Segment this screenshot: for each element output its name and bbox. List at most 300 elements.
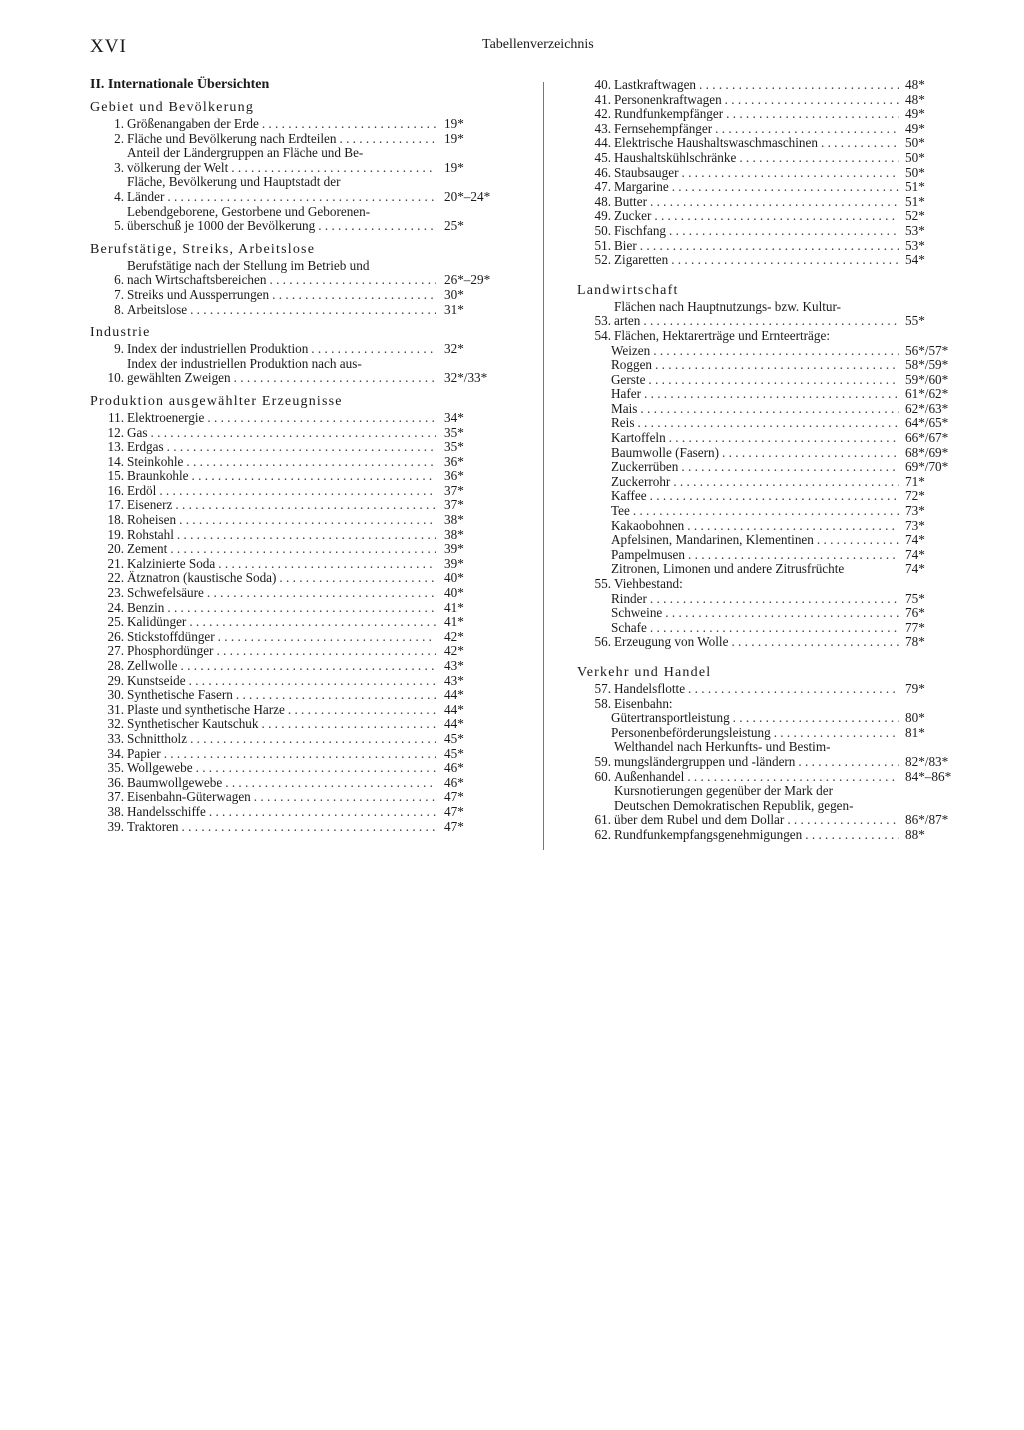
toc-section xyxy=(577,78,967,268)
entry-title-line xyxy=(127,615,436,630)
entry-title xyxy=(127,342,436,357)
entry-title xyxy=(614,682,899,697)
entry-page: 46* xyxy=(444,774,464,790)
entry-page: 51* xyxy=(905,179,925,195)
entry-body xyxy=(611,621,967,636)
entry-title xyxy=(127,455,436,470)
entry-number: 17. xyxy=(107,497,124,513)
entry-page: 19* xyxy=(444,130,464,146)
entry-title-text: Fernsehempfänger xyxy=(614,120,713,136)
entry-body xyxy=(127,469,510,484)
entry-page: 41* xyxy=(444,614,464,630)
entry-title xyxy=(611,726,899,741)
entry-number: 56. xyxy=(594,634,611,650)
entry-page: 41* xyxy=(444,599,464,615)
entry-title-text: Rundfunkempfangsgenehmigungen xyxy=(614,826,803,842)
toc-entry xyxy=(577,195,967,210)
dot-leader xyxy=(339,132,436,147)
entry-number: 36. xyxy=(107,774,124,790)
dot-leader xyxy=(805,828,899,843)
entry-title-text: Elektroenergie xyxy=(127,409,205,425)
entry-title-text: Baumwollgewebe xyxy=(127,774,223,790)
entry-body xyxy=(614,770,967,785)
entry-body xyxy=(127,455,510,470)
entry-page: 39* xyxy=(444,541,464,557)
entry-page: 43* xyxy=(444,672,464,688)
entry-title xyxy=(127,601,436,616)
entry-title xyxy=(127,357,436,386)
entry-page: 42* xyxy=(444,643,464,659)
dot-leader xyxy=(207,411,436,426)
entry-page: 31* xyxy=(444,301,464,317)
entry-page: 68*/69* xyxy=(905,444,949,460)
entry-number: 14. xyxy=(107,453,124,469)
entry-body xyxy=(127,703,510,718)
entry-page: 47* xyxy=(444,789,464,805)
entry-title-text: Zitronen, Limonen und andere Zitrusfrüchte xyxy=(611,561,845,577)
toc-entry xyxy=(577,300,967,329)
entry-page: 43* xyxy=(444,658,464,673)
entry-title xyxy=(127,747,436,762)
entry-page: 44* xyxy=(444,687,464,703)
entry-page: 37* xyxy=(444,497,464,513)
toc-entry xyxy=(90,132,510,147)
entry-number: 15. xyxy=(107,468,124,484)
entry-title-text: Haushaltskühlschränke xyxy=(614,149,737,165)
entry-number: 38. xyxy=(107,803,124,819)
dot-leader xyxy=(669,224,899,239)
entry-number: 12. xyxy=(107,424,124,440)
entry-title xyxy=(611,373,899,388)
entry-page: 51* xyxy=(905,193,925,209)
page-number: XVI xyxy=(90,36,127,57)
entry-body xyxy=(614,195,967,210)
dot-leader xyxy=(179,513,436,528)
dot-leader xyxy=(170,542,436,557)
entry-title-line xyxy=(127,273,436,288)
entry-title-text: Streiks und Aussperrungen xyxy=(127,286,270,302)
entry-body xyxy=(127,659,510,674)
entry-title-line xyxy=(127,303,436,318)
entry-title-line xyxy=(611,446,899,461)
entry-title-line xyxy=(127,761,436,776)
dot-leader xyxy=(261,717,436,732)
toc-entry xyxy=(577,489,967,504)
entry-page: 73* xyxy=(905,517,925,533)
entry-title-line xyxy=(127,790,436,805)
entry-page: 45* xyxy=(444,745,464,761)
entry-title-line xyxy=(611,416,899,431)
entry-title xyxy=(127,426,436,441)
entry-title xyxy=(611,387,899,402)
entry-number: 45. xyxy=(594,149,611,165)
entry-number: 57. xyxy=(594,680,611,696)
entry-title-line xyxy=(611,562,899,577)
entry-body xyxy=(127,601,510,616)
entry-page: 79* xyxy=(905,680,925,696)
toc-section xyxy=(577,282,967,650)
entry-title xyxy=(127,440,436,455)
entry-title xyxy=(127,528,436,543)
entry-title xyxy=(127,571,436,586)
entry-page: 84*–86* xyxy=(905,768,952,784)
entry-title-line xyxy=(614,828,899,843)
entry-body xyxy=(127,303,510,318)
entry-body xyxy=(614,93,967,108)
entry-title-text: Schwefelsäure xyxy=(127,585,204,601)
entry-number: 34. xyxy=(107,745,124,761)
dot-leader xyxy=(653,344,899,359)
toc-entry xyxy=(577,166,967,181)
entry-body xyxy=(127,557,510,572)
dot-leader xyxy=(236,688,436,703)
entry-body xyxy=(614,224,967,239)
toc-entry xyxy=(577,711,967,726)
entry-title-line xyxy=(614,224,899,239)
entry-title-text: Rohstahl xyxy=(127,526,174,542)
entry-title xyxy=(127,288,436,303)
entry-body xyxy=(614,682,967,697)
entry-title-text: Eisenbahn: xyxy=(614,695,673,711)
entry-body xyxy=(127,117,510,132)
entry-title-text: Gerste xyxy=(611,371,646,387)
entry-body xyxy=(127,146,510,175)
entry-page: 64*/65* xyxy=(905,415,949,431)
entry-title xyxy=(614,300,899,329)
toc-entry xyxy=(577,344,967,359)
entry-number: 29. xyxy=(107,672,124,688)
entry-title-line: Index der industriellen Produktion nach aus- xyxy=(127,355,362,371)
toc-entry xyxy=(577,697,967,712)
dot-leader xyxy=(279,571,436,586)
entry-title-line xyxy=(614,195,899,210)
entry-title xyxy=(614,122,899,137)
entry-title-text: völkerung der Welt xyxy=(127,159,229,175)
toc-entry xyxy=(90,440,510,455)
entry-title-text: Flächen, Hektarerträge und Ernteerträge: xyxy=(614,327,831,343)
entry-page: 38* xyxy=(444,526,464,542)
toc-entry xyxy=(90,586,510,601)
toc-entry xyxy=(577,358,967,373)
entry-page: 47* xyxy=(444,803,464,819)
entry-page: 74* xyxy=(905,546,925,562)
entry-body xyxy=(614,166,967,181)
entry-title-line xyxy=(611,519,899,534)
toc-entry xyxy=(577,726,967,741)
entry-body xyxy=(127,790,510,805)
entry-body xyxy=(127,205,510,234)
entry-title-text: Pampelmusen xyxy=(611,546,685,562)
entry-title xyxy=(127,542,436,557)
entry-number: 59. xyxy=(594,753,611,769)
toc-entry xyxy=(577,533,967,548)
entry-page: 37* xyxy=(444,482,464,498)
entry-title-line: Anteil der Ländergruppen an Fläche und Be- xyxy=(127,145,364,161)
entry-number: 50. xyxy=(594,222,611,238)
entry-page: 69*/70* xyxy=(905,459,949,475)
entry-title-line xyxy=(614,107,899,122)
entry-page: 88* xyxy=(905,826,925,842)
entry-title xyxy=(614,93,899,108)
entry-title-text: arten xyxy=(614,313,641,329)
entry-number: 58. xyxy=(594,695,611,711)
entry-body xyxy=(127,342,510,357)
entry-title xyxy=(611,344,899,359)
entry-title xyxy=(611,358,899,373)
entry-body xyxy=(611,373,967,388)
toc-entry xyxy=(90,513,510,528)
entry-body xyxy=(127,644,510,659)
entry-page: 86*/87* xyxy=(905,812,949,828)
entry-title-line xyxy=(611,373,899,388)
entry-body xyxy=(614,136,967,151)
entry-body xyxy=(127,357,510,386)
entry-title xyxy=(127,513,436,528)
toc-entry xyxy=(577,136,967,151)
entry-page: 36* xyxy=(444,468,464,484)
toc-entry xyxy=(90,747,510,762)
entry-page: 19* xyxy=(444,116,464,131)
entry-body xyxy=(614,78,967,93)
dot-leader xyxy=(190,732,436,747)
section-title: Gebiet und Bevölkerung xyxy=(90,100,255,115)
entry-number: 55. xyxy=(594,576,611,591)
dot-leader xyxy=(687,519,899,534)
entry-title-text: nach Wirtschaftsbereichen xyxy=(127,272,267,288)
toc-entry xyxy=(90,426,510,441)
dot-leader xyxy=(218,630,436,645)
section-title: Produktion ausgewählter Erzeugnisse xyxy=(90,393,343,409)
entry-page: 40* xyxy=(444,570,464,586)
section-title: Landwirtschaft xyxy=(577,282,679,298)
dot-leader xyxy=(189,674,436,689)
entry-title-text: Traktoren xyxy=(127,818,179,834)
entry-body xyxy=(127,259,510,288)
entry-number: 54. xyxy=(594,327,611,343)
entry-title-text: Roggen xyxy=(611,357,653,373)
entry-title-line xyxy=(127,484,436,499)
entry-title-line xyxy=(127,371,436,386)
entry-page: 49* xyxy=(905,120,925,136)
entry-title-text: Eisenerz xyxy=(127,497,173,513)
entry-title-line xyxy=(611,533,899,548)
entry-number: 16. xyxy=(107,482,124,498)
dot-leader xyxy=(288,703,436,718)
entry-number: 13. xyxy=(107,439,124,455)
dot-leader xyxy=(209,805,436,820)
entry-title xyxy=(127,132,436,147)
entry-body xyxy=(127,674,510,689)
toc-entry xyxy=(577,519,967,534)
dot-leader xyxy=(216,644,436,659)
dot-leader xyxy=(650,621,899,636)
toc-section xyxy=(90,393,510,834)
toc-entry xyxy=(577,387,967,402)
entry-body xyxy=(614,300,967,329)
entry-title xyxy=(614,136,899,151)
entry-title xyxy=(614,697,899,712)
dot-leader xyxy=(798,755,899,770)
entry-title xyxy=(611,533,899,548)
entry-title xyxy=(127,820,436,835)
dot-leader xyxy=(196,761,436,776)
dot-leader xyxy=(181,659,436,674)
dot-leader xyxy=(739,151,899,166)
entry-title-text: Handelsflotte xyxy=(614,680,686,696)
toc-entry xyxy=(577,828,967,843)
entry-body xyxy=(614,635,967,650)
entry-page: 59*/60* xyxy=(905,371,949,387)
entry-body xyxy=(127,717,510,732)
entry-body xyxy=(127,732,510,747)
dot-leader xyxy=(699,78,899,93)
dot-leader xyxy=(687,770,899,785)
entry-title xyxy=(614,209,899,224)
entry-body xyxy=(127,542,510,557)
toc-entry xyxy=(577,373,967,388)
entry-title-line xyxy=(614,78,899,93)
entry-number: 30. xyxy=(107,687,124,703)
entry-title-text: Braunkohle xyxy=(127,468,189,484)
entry-number: 8. xyxy=(114,301,124,317)
entry-title-text: Arbeitslose xyxy=(127,301,188,317)
entry-body xyxy=(127,411,510,426)
entry-page: 50* xyxy=(905,164,925,180)
toc-entry xyxy=(577,548,967,563)
entry-title xyxy=(611,475,899,490)
entry-number: 35. xyxy=(107,760,124,776)
entry-page: 48* xyxy=(905,91,925,107)
dot-leader xyxy=(688,682,899,697)
entry-title xyxy=(127,469,436,484)
entry-number: 37. xyxy=(107,789,124,805)
entry-title-text: Kartoffeln xyxy=(611,430,666,446)
entry-title-line xyxy=(611,606,899,621)
toc-entry xyxy=(90,411,510,426)
entry-page: 44* xyxy=(444,716,464,732)
entry-title-text: Apfelsinen, Mandarinen, Klementinen xyxy=(611,532,814,548)
entry-title-text: Schafe xyxy=(611,619,647,635)
entry-title-line xyxy=(127,557,436,572)
entry-page: 32*/33* xyxy=(444,370,488,386)
dot-leader xyxy=(731,635,899,650)
entry-title-line xyxy=(614,635,899,650)
dot-leader xyxy=(640,239,899,254)
entry-body xyxy=(127,426,510,441)
entry-title-text: überschuß je 1000 der Bevölkerung xyxy=(127,218,316,234)
toc-entry xyxy=(90,175,510,204)
entry-title xyxy=(614,195,899,210)
entry-number: 39. xyxy=(107,818,124,834)
entry-title xyxy=(127,117,436,132)
entry-title-line xyxy=(611,504,899,519)
entry-title-text: Rinder xyxy=(611,590,647,606)
entry-title xyxy=(127,805,436,820)
entry-body xyxy=(127,820,510,835)
entry-title xyxy=(614,329,899,344)
dot-leader xyxy=(648,373,899,388)
entry-title-line xyxy=(611,592,899,607)
toc-entry xyxy=(90,630,510,645)
dot-leader xyxy=(643,314,899,329)
entry-number: 49. xyxy=(594,208,611,224)
entry-number: 22. xyxy=(107,570,124,586)
entry-title xyxy=(127,175,436,204)
entry-title xyxy=(614,770,899,785)
entry-page: 73* xyxy=(905,503,925,519)
entry-body xyxy=(127,440,510,455)
entry-title-text: Mais xyxy=(611,400,638,416)
entry-title-line xyxy=(611,475,899,490)
entry-number: 18. xyxy=(107,512,124,528)
entry-title xyxy=(127,703,436,718)
dot-leader xyxy=(190,303,436,318)
entry-body xyxy=(614,239,967,254)
entry-title-text: Steinkohle xyxy=(127,453,184,469)
toc-entry xyxy=(577,740,967,769)
entry-title-line xyxy=(611,548,899,563)
entry-title-text: Schnittholz xyxy=(127,730,188,746)
dot-leader xyxy=(167,190,436,205)
entry-body xyxy=(611,358,967,373)
entry-title-line xyxy=(127,440,436,455)
entry-page: 50* xyxy=(905,135,925,151)
entry-title-line xyxy=(611,621,899,636)
entry-body xyxy=(611,475,967,490)
entry-title xyxy=(127,411,436,426)
entry-title-line: Berufstätige nach der Stellung im Betrieb und xyxy=(127,257,370,273)
toc-entry xyxy=(577,151,967,166)
entry-title-text: Größenangaben der Erde xyxy=(127,116,259,131)
entry-page: 52* xyxy=(905,208,925,224)
dot-leader xyxy=(722,446,899,461)
entry-title xyxy=(611,431,899,446)
dot-leader xyxy=(817,533,899,548)
section-title: Industrie xyxy=(90,325,151,341)
entry-title-line xyxy=(614,253,899,268)
entry-page: 75* xyxy=(905,590,925,606)
entry-body xyxy=(611,533,967,548)
entry-number: 40. xyxy=(594,77,611,92)
entry-title-text: Phosphordünger xyxy=(127,643,214,659)
entry-title-text: Reis xyxy=(611,415,635,431)
entry-body xyxy=(127,805,510,820)
entry-title-line xyxy=(127,542,436,557)
entry-title xyxy=(614,828,899,843)
entry-title-text: Fläche und Bevölkerung nach Erdteilen xyxy=(127,130,337,146)
entry-title-text: Kunstseide xyxy=(127,672,186,688)
entry-title-line xyxy=(127,161,436,176)
entry-title-text: Zellwolle xyxy=(127,658,178,673)
dot-leader xyxy=(225,776,436,791)
entry-number: 43. xyxy=(594,120,611,136)
entry-title-line xyxy=(614,813,899,828)
dot-leader xyxy=(681,460,899,475)
entry-body xyxy=(611,489,967,504)
entry-title-line xyxy=(127,703,436,718)
dot-leader xyxy=(633,504,899,519)
dot-leader xyxy=(681,166,899,181)
entry-number: 9. xyxy=(114,341,124,357)
entry-body xyxy=(611,416,967,431)
entry-body xyxy=(611,548,967,563)
entry-page: 30* xyxy=(444,286,464,302)
entry-page: 45* xyxy=(444,730,464,746)
entry-title xyxy=(127,790,436,805)
entry-title-line xyxy=(614,209,899,224)
entry-title-line xyxy=(127,190,436,205)
entry-body xyxy=(611,344,967,359)
